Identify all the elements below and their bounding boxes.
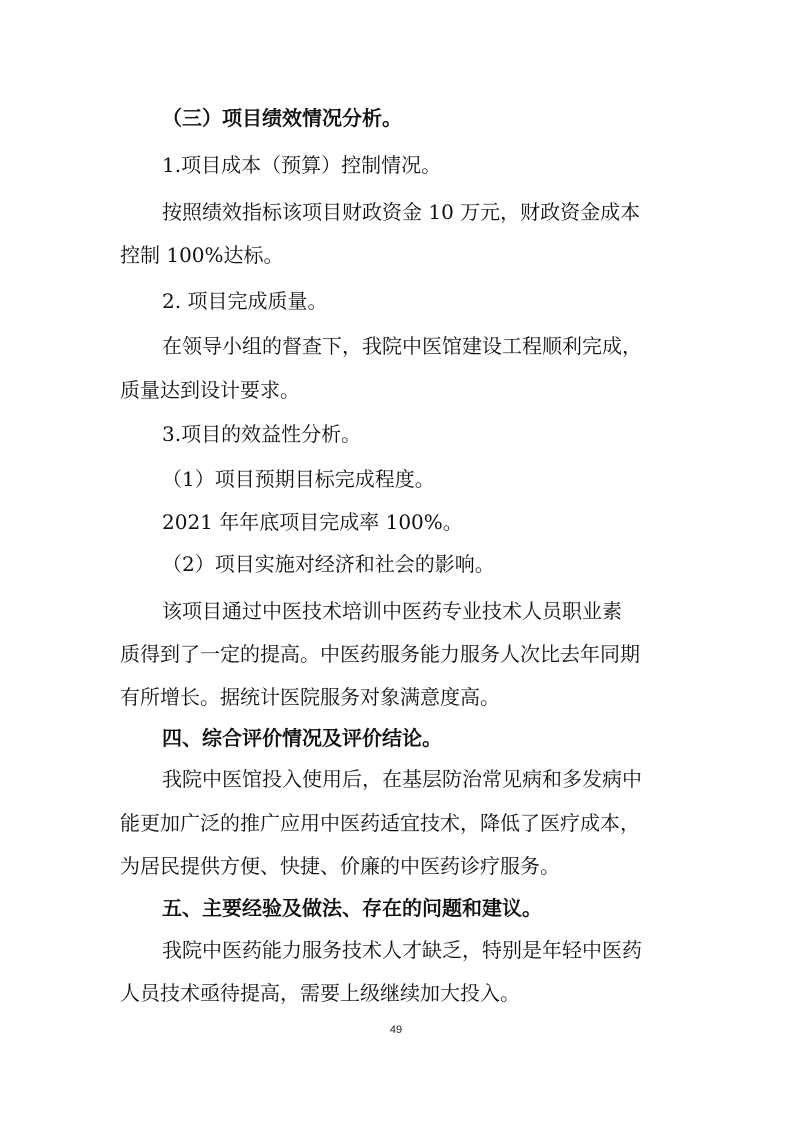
paragraph-line: 该项目通过中医技术培训中医药专业技术人员职业素 [162, 599, 622, 623]
paragraph-line: 按照绩效指标该项目财政资金 10 万元，财政资金成本 [162, 200, 641, 224]
paragraph-line: 控制 100%达标。 [120, 243, 284, 267]
subheading-cost-control: 1.项目成本（预算）控制情况。 [162, 153, 442, 177]
paragraph-line: 我院中医药能力服务技术人才缺乏，特别是年轻中医药 [162, 938, 642, 962]
paragraph-line: 质得到了一定的提高。中医药服务能力服务人次比去年同期 [120, 642, 640, 666]
subheading-social-impact: （2）项目实施对经济和社会的影响。 [162, 552, 495, 576]
paragraph-line: 人员技术亟待提高，需要上级继续加大投入。 [120, 981, 520, 1005]
section-heading-experience-suggestions: 五、主要经验及做法、存在的问题和建议。 [162, 896, 542, 920]
section-heading-performance-analysis: （三）项目绩效情况分析。 [162, 106, 402, 130]
section-heading-evaluation-conclusion: 四、综合评价情况及评价结论。 [162, 726, 442, 750]
subheading-quality: 2. 项目完成质量。 [162, 289, 328, 313]
paragraph-line: 质量达到设计要求。 [120, 378, 300, 402]
page-number: 49 [389, 1024, 403, 1036]
paragraph-line: 我院中医馆投入使用后，在基层防治常见病和多发病中 [162, 767, 642, 791]
paragraph-line: 能更加广泛的推广应用中医药适宜技术，降低了医疗成本， [120, 811, 640, 835]
paragraph-line: 有所增长。据统计医院服务对象满意度高。 [120, 685, 500, 709]
paragraph-line: 在领导小组的督查下，我院中医馆建设工程顺利完成， [162, 334, 642, 358]
subheading-benefit-analysis: 3.项目的效益性分析。 [162, 422, 362, 446]
paragraph-line: 为居民提供方便、快捷、价廉的中医药诊疗服务。 [120, 854, 560, 878]
paragraph-line: 2021 年年底项目完成率 100%。 [162, 510, 463, 534]
subheading-goal-completion: （1）项目预期目标完成程度。 [162, 467, 435, 491]
